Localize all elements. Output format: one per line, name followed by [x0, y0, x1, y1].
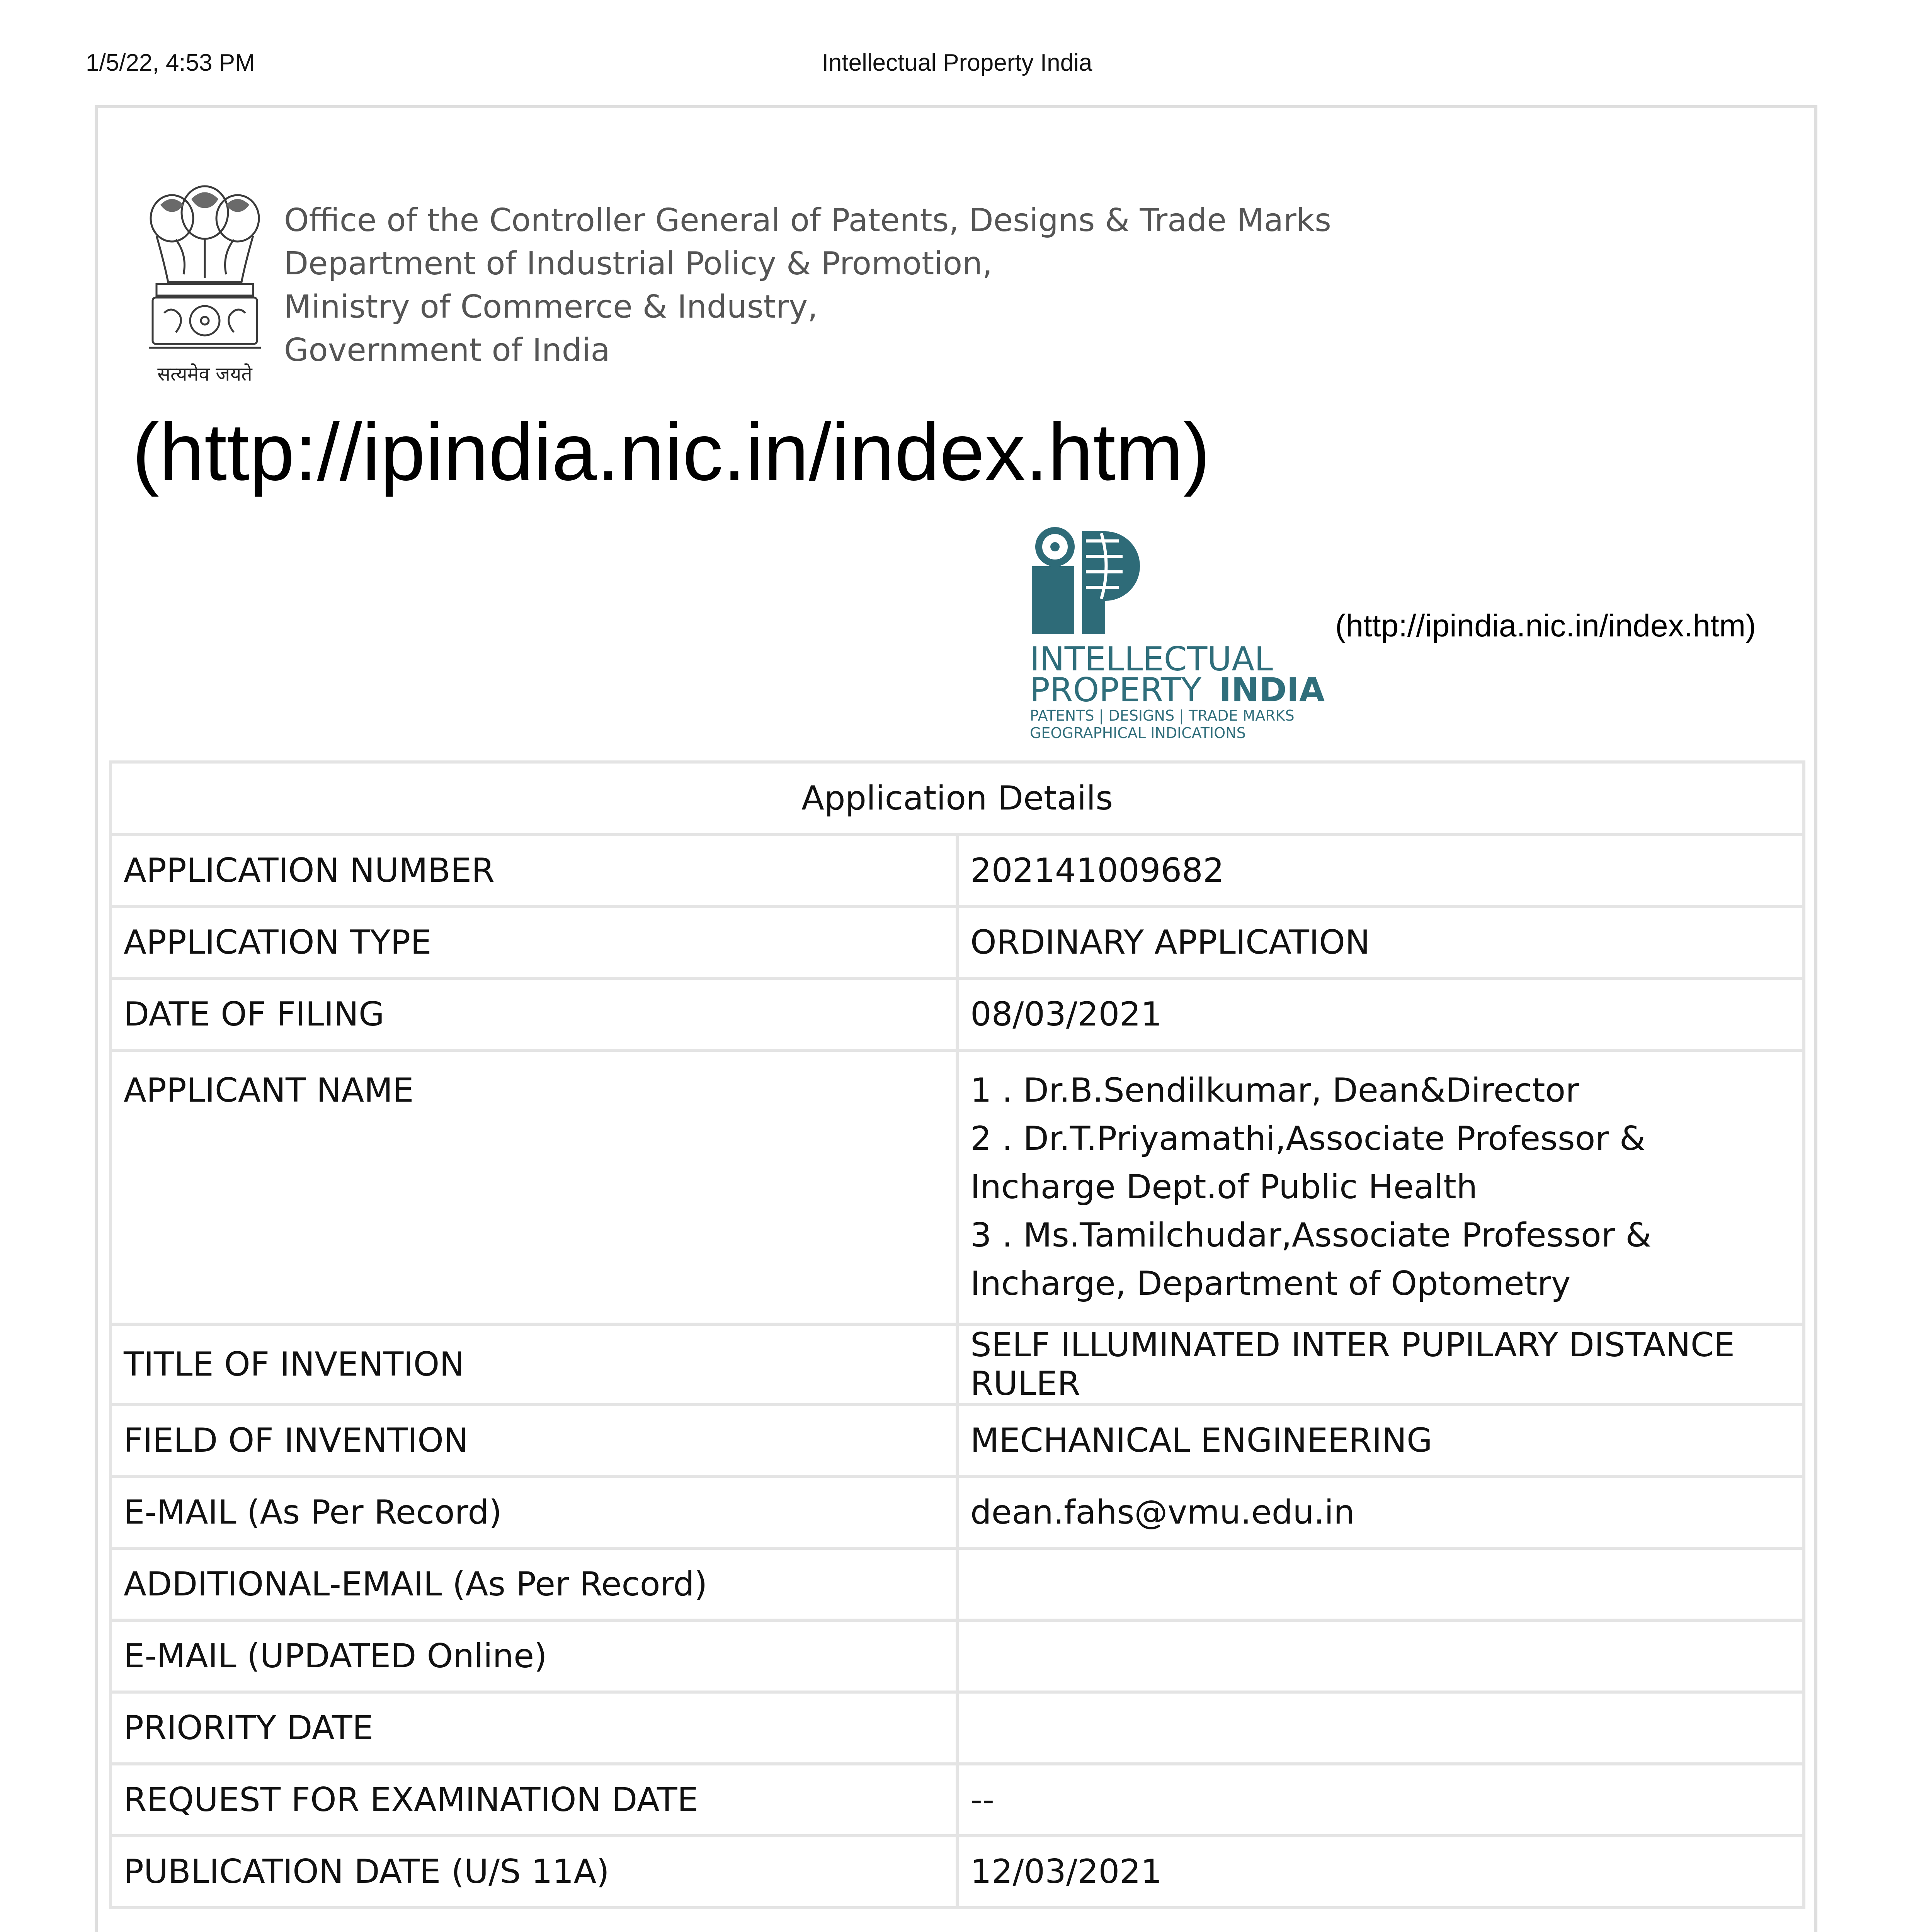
priority-date-value: [957, 1692, 1804, 1764]
table-row: [111, 1836, 1804, 1908]
logo-text-line1: INTELLECTUAL: [1030, 640, 1273, 679]
print-datetime: 1/5/22, 4:53 PM: [86, 49, 255, 76]
row-label: APPLICANT NAME: [111, 1050, 957, 1324]
table-row: [111, 978, 1804, 1050]
home-link[interactable]: (http://ipindia.nic.in/index.htm): [132, 406, 1210, 497]
print-header: [0, 46, 1914, 80]
row-label: PRIORITY DATE: [111, 1692, 957, 1764]
logo-text-india: INDIA: [1219, 671, 1325, 709]
table-header-row: [111, 762, 1804, 835]
row-label: ADDITIONAL-EMAIL (As Per Record): [111, 1548, 957, 1620]
table-row: [111, 1476, 1804, 1548]
application-type-value: ORDINARY APPLICATION: [957, 906, 1804, 978]
applicant-name: 3 . Ms.Tamilchudar,Associate Professor & Incharge, Department of Optometry: [970, 1216, 1652, 1303]
application-number-value: 202141009682: [957, 835, 1804, 906]
application-details-table: [109, 760, 1805, 1909]
table-row: [111, 1050, 1804, 1324]
email-value: dean.fahs@vmu.edu.in: [957, 1476, 1804, 1548]
logo-home-link[interactable]: (http://ipindia.nic.in/index.htm): [1335, 608, 1756, 643]
table-row: [111, 835, 1804, 906]
applicant-name-value: [957, 1050, 1804, 1324]
ip-india-logo-mark: [1032, 531, 1140, 634]
row-label: E-MAIL (UPDATED Online): [111, 1620, 957, 1692]
additional-email-value: [957, 1548, 1804, 1620]
row-label: DATE OF FILING: [111, 978, 957, 1050]
applicant-name: 2 . Dr.T.Priyamathi,Associate Professor & Incharge Dept.of Public Health: [970, 1119, 1646, 1206]
table-row: [111, 1405, 1804, 1476]
field-of-invention-value: MECHANICAL ENGINEERING: [957, 1405, 1804, 1476]
examination-request-date-value: --: [957, 1764, 1804, 1836]
row-label: E-MAIL (As Per Record): [111, 1476, 957, 1548]
date-of-filing-value: 08/03/2021: [957, 978, 1804, 1050]
application-details-heading: Application Details: [111, 762, 1804, 835]
row-label: REQUEST FOR EXAMINATION DATE: [111, 1764, 957, 1836]
publication-date-value: 12/03/2021: [957, 1836, 1804, 1908]
applicant-name: 1 . Dr.B.Sendilkumar, Dean&Director: [970, 1071, 1579, 1110]
table-row: [111, 1324, 1804, 1405]
office-line: Office of the Controller General of Patents, Designs & Trade Marks: [284, 202, 1331, 239]
row-label: FIELD OF INVENTION: [111, 1405, 957, 1476]
logo-text-property: PROPERTY: [1030, 671, 1202, 709]
national-emblem-icon[interactable]: [141, 182, 269, 398]
table-row: [111, 1764, 1804, 1836]
office-line: Ministry of Commerce & Industry,: [284, 289, 818, 325]
office-name-block: [284, 199, 1331, 372]
table-row: [111, 906, 1804, 978]
emblem-motto: सत्यमेव जयते: [157, 363, 252, 385]
row-label: APPLICATION NUMBER: [111, 835, 957, 906]
title-of-invention-value: SELF ILLUMINATED INTER PUPILARY DISTANCE RULER: [957, 1324, 1804, 1405]
svg-text:PROPERTY INDIA: [1030, 671, 1325, 709]
table-row: [111, 1692, 1804, 1764]
logo-text-line4: GEOGRAPHICAL INDICATIONS: [1030, 724, 1246, 742]
updated-email-value: [957, 1620, 1804, 1692]
row-label: APPLICATION TYPE: [111, 906, 957, 978]
ip-india-logo[interactable]: [1028, 520, 1329, 744]
table-row: [111, 1620, 1804, 1692]
row-label: TITLE OF INVENTION: [111, 1324, 957, 1405]
row-label: PUBLICATION DATE (U/S 11A): [111, 1836, 957, 1908]
print-page-title: Intellectual Property India: [822, 49, 1092, 76]
table-row: [111, 1548, 1804, 1620]
office-line: Government of India: [284, 332, 610, 369]
office-line: Department of Industrial Policy & Promotion,: [284, 245, 993, 282]
logo-text-line3: PATENTS | DESIGNS | TRADE MARKS: [1030, 707, 1295, 724]
